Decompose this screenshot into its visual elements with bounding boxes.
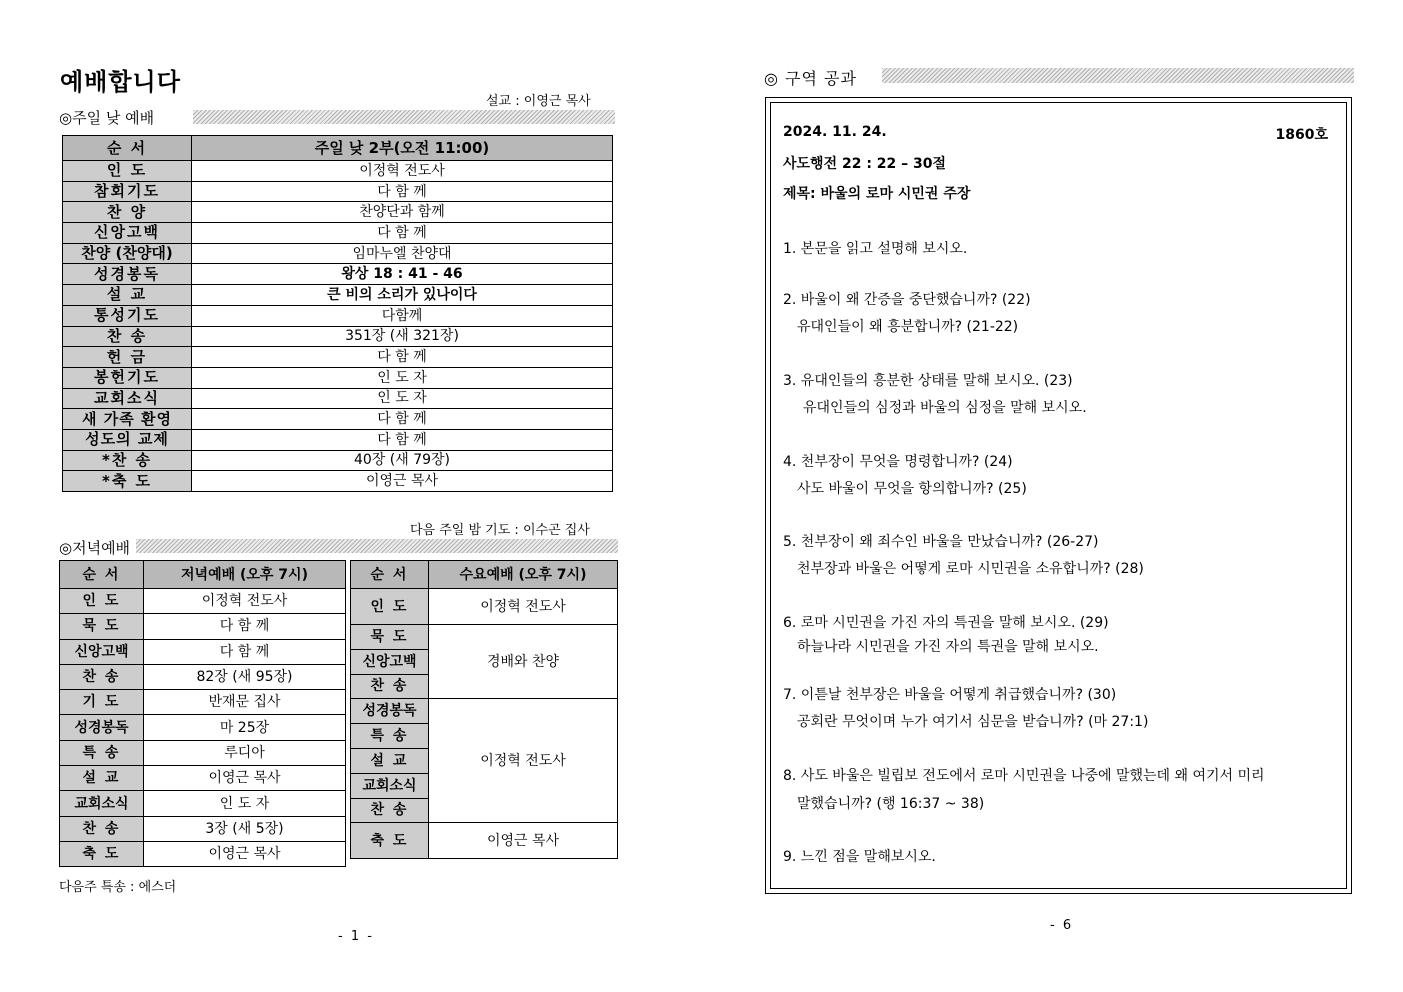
- header-order: 순 서: [63, 136, 192, 161]
- table-row: [63, 181, 613, 202]
- page-number: - 6: [1050, 918, 1074, 933]
- table-row: [63, 347, 613, 368]
- scripture-reference: 사도행전 22 : 22 – 30절: [783, 156, 947, 172]
- row-label: 특 송: [60, 740, 144, 765]
- question-7: 7. 이튿날 천부장은 바울을 어떻게 취급했습니까? (30): [783, 687, 1117, 703]
- table-row: [63, 202, 613, 223]
- question-4: 4. 천부장이 무엇을 명령합니까? (24): [783, 454, 1013, 470]
- row-value: 인 도 자: [144, 791, 346, 816]
- lesson-date: 2024. 11. 24.: [783, 124, 887, 140]
- row-value: 40장 (새 79장): [192, 450, 613, 471]
- header-order: 순 서: [60, 561, 144, 589]
- row-label: 성경봉독: [60, 715, 144, 740]
- table-row: [60, 589, 346, 614]
- row-value: 임마누엘 찬양대: [192, 243, 613, 264]
- row-label: 찬 송: [60, 816, 144, 841]
- table-row: [63, 429, 613, 450]
- table-row: [60, 766, 346, 791]
- row-value: 루디아: [144, 740, 346, 765]
- row-value: 다 함 께: [144, 614, 346, 639]
- row-label: 교회소식: [351, 773, 429, 798]
- next-prayer-note: 다음 주일 밤 기도 : 이수곤 집사: [410, 523, 590, 538]
- row-label: 성경봉독: [63, 264, 192, 285]
- header-service: 수요예배 (오후 7시): [429, 561, 618, 589]
- row-value: 82장 (새 95장): [144, 664, 346, 689]
- row-label: 신앙고백: [351, 649, 429, 674]
- row-value: 찬양단과 함께: [192, 202, 613, 223]
- question-8: 8. 사도 바울은 빌립보 전도에서 로마 시민권을 나중에 말했는데 왜 여기서 미리: [783, 768, 1265, 784]
- row-value: 다함께: [192, 305, 613, 326]
- row-label: 성경봉독: [351, 699, 429, 724]
- row-value: 이영근 목사: [144, 766, 346, 791]
- row-label: 찬 송: [351, 798, 429, 823]
- row-label: 신앙고백: [60, 639, 144, 664]
- table-row: [60, 639, 346, 664]
- row-label: 인 도: [351, 589, 429, 625]
- row-value: 351장 (새 321장): [192, 326, 613, 347]
- row-label: 축 도: [351, 823, 429, 859]
- table-row: [63, 264, 613, 285]
- table-header-row: [60, 561, 346, 589]
- sunday-section-title: ◎주일 낮 예배: [59, 109, 155, 127]
- row-value: 이정혁 전도사: [429, 589, 618, 625]
- table-row: [60, 664, 346, 689]
- row-label: 인 도: [60, 589, 144, 614]
- row-value: 인 도 자: [192, 388, 613, 409]
- row-value-merged: 경배와 찬양: [429, 625, 618, 699]
- question-6-sub: 하늘나라 시민권을 가진 자의 특권을 말해 보시오.: [797, 639, 1099, 655]
- row-label: 찬 송: [63, 326, 192, 347]
- row-label: 설 교: [351, 748, 429, 773]
- row-value: 3장 (새 5장): [144, 816, 346, 841]
- row-label: 새 가족 환영: [63, 409, 192, 430]
- table-row: [60, 841, 346, 866]
- sermon-title: 큰 비의 소리가 있나이다: [192, 285, 613, 306]
- table-row: [351, 699, 618, 724]
- table-row: [351, 823, 618, 859]
- table-row: [63, 243, 613, 264]
- section-hatch-bar: [136, 539, 618, 553]
- row-label: 봉헌기도: [63, 367, 192, 388]
- question-5: 5. 천부장이 왜 죄수인 바울을 만났습니까? (26-27): [783, 534, 1099, 550]
- row-label: 찬 송: [60, 664, 144, 689]
- question-3: 3. 유대인들의 흥분한 상태를 말해 보시오. (23): [783, 373, 1073, 389]
- table-row: [63, 305, 613, 326]
- row-label: 통성기도: [63, 305, 192, 326]
- row-value: 다 함 께: [192, 181, 613, 202]
- section-hatch-bar: [193, 110, 615, 124]
- row-value: 이정혁 전도사: [192, 161, 613, 182]
- section-hatch-bar: [882, 68, 1354, 83]
- question-5-sub: 천부장과 바울은 어떻게 로마 시민권을 소유합니까? (28): [797, 561, 1144, 577]
- question-8-sub: 말했습니까? (행 16:37 ~ 38): [797, 796, 985, 812]
- question-6: 6. 로마 시민권을 가진 자의 특권을 말해 보시오. (29): [783, 615, 1109, 631]
- table-row: [60, 816, 346, 841]
- row-value: 이영근 목사: [429, 823, 618, 859]
- sunday-service-table: [62, 135, 613, 492]
- issue-number: 1860호: [1275, 127, 1328, 143]
- table-row: [351, 589, 618, 625]
- evening-service-table: [59, 560, 346, 867]
- row-value-merged: 이정혁 전도사: [429, 699, 618, 823]
- table-row: [63, 223, 613, 244]
- row-label: *축 도: [63, 471, 192, 492]
- row-label: 기 도: [60, 690, 144, 715]
- row-label: 찬 양: [63, 202, 192, 223]
- table-row: [60, 614, 346, 639]
- question-2: 2. 바울이 왜 간증을 중단했습니까? (22): [783, 292, 1031, 308]
- page-title: 예배합니다: [60, 68, 181, 96]
- row-label: 인 도: [63, 161, 192, 182]
- row-label: 묵 도: [351, 625, 429, 650]
- table-row: [63, 450, 613, 471]
- row-label: *찬 송: [63, 450, 192, 471]
- table-row: [60, 715, 346, 740]
- row-label: 묵 도: [60, 614, 144, 639]
- table-row: [63, 388, 613, 409]
- table-header-row: [63, 136, 613, 161]
- lesson-inner-frame: [770, 102, 1347, 889]
- row-value: 이영근 목사: [144, 841, 346, 866]
- table-row: [63, 326, 613, 347]
- row-value: 인 도 자: [192, 367, 613, 388]
- table-row: [60, 791, 346, 816]
- row-label: 교회소식: [60, 791, 144, 816]
- table-row: [63, 367, 613, 388]
- lesson-title: 제목: 바울의 로마 시민권 주장: [783, 186, 971, 202]
- row-value: 다 함 께: [192, 223, 613, 244]
- table-row: [60, 690, 346, 715]
- row-label: 설 교: [60, 766, 144, 791]
- wednesday-service-table: [350, 560, 618, 859]
- table-row: [63, 409, 613, 430]
- preacher-line: 설교 : 이영근 목사: [486, 94, 591, 109]
- table-row: [63, 161, 613, 182]
- row-value: 다 함 께: [192, 429, 613, 450]
- header-service: 주일 낮 2부(오전 11:00): [192, 136, 613, 161]
- row-label: 찬양 (찬양대): [63, 243, 192, 264]
- table-row: [351, 625, 618, 650]
- next-special-song-note: 다음주 특송 : 에스더: [59, 880, 177, 895]
- table-row: [63, 285, 613, 306]
- table-row: [60, 740, 346, 765]
- table-header-row: [351, 561, 618, 589]
- row-label: 축 도: [60, 841, 144, 866]
- row-value: 다 함 께: [144, 639, 346, 664]
- row-label: 교회소식: [63, 388, 192, 409]
- row-value: 이영근 목사: [192, 471, 613, 492]
- lesson-box: [765, 97, 1352, 894]
- row-label: 헌 금: [63, 347, 192, 368]
- row-value: 반재문 집사: [144, 690, 346, 715]
- row-label: 참회기도: [63, 181, 192, 202]
- row-value: 왕상 18 : 41 - 46: [192, 264, 613, 285]
- row-value: 마 25장: [144, 715, 346, 740]
- question-7-sub: 공회란 무엇이며 누가 여기서 심문을 받습니까? (마 27:1): [797, 714, 1149, 730]
- question-2-sub: 유대인들이 왜 흥분합니까? (21-22): [797, 319, 1019, 335]
- evening-section-title: ◎저녁예배: [59, 539, 131, 557]
- row-label: 설 교: [63, 285, 192, 306]
- question-9: 9. 느낀 점을 말해보시오.: [783, 849, 936, 865]
- header-order: 순 서: [351, 561, 429, 589]
- question-4-sub: 사도 바울이 무엇을 항의합니까? (25): [797, 481, 1027, 497]
- question-1: 1. 본문을 읽고 설명해 보시오.: [783, 241, 968, 257]
- row-value: 이정혁 전도사: [144, 589, 346, 614]
- row-value: 다 함 께: [192, 409, 613, 430]
- row-label: 특 송: [351, 724, 429, 749]
- district-lesson-title: ◎ 구역 공과: [764, 69, 857, 88]
- row-label: 찬 송: [351, 674, 429, 699]
- table-row: [63, 471, 613, 492]
- row-value: 다 함 께: [192, 347, 613, 368]
- question-3-sub: 유대인들의 심정과 바울의 심정을 말해 보시오.: [803, 400, 1087, 416]
- row-label: 성도의 교제: [63, 429, 192, 450]
- page-number: - 1 -: [338, 929, 374, 944]
- header-service: 저녁예배 (오후 7시): [144, 561, 346, 589]
- row-label: 신앙고백: [63, 223, 192, 244]
